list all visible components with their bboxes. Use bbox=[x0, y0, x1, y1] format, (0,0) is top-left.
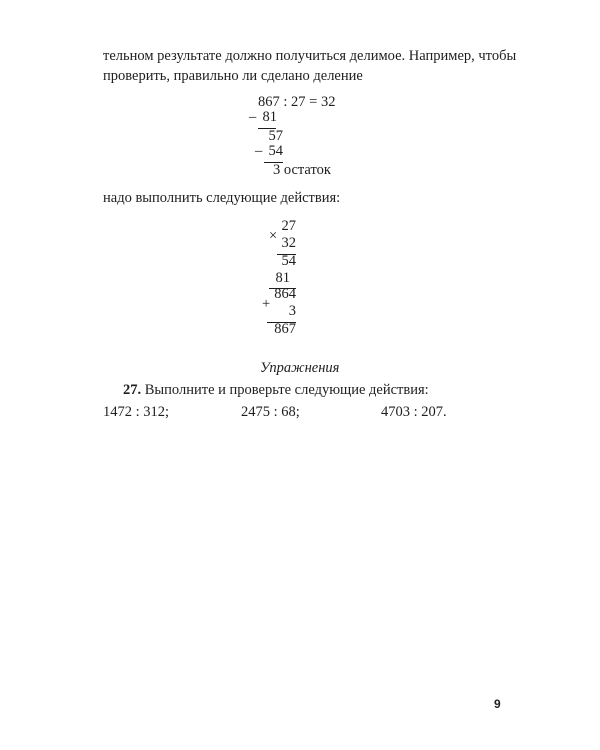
division-remainder-1: 57 bbox=[268, 128, 283, 144]
multiply-sign: × bbox=[269, 228, 278, 244]
exercise-instruction: Выполните и проверьте следующие действия: bbox=[144, 382, 429, 398]
division-remainder-final: 3 остаток bbox=[273, 162, 331, 178]
paragraph-2: надо выполнить следующие действия: bbox=[103, 190, 341, 206]
paragraph-line-2: проверить, правильно ли сделано деление bbox=[103, 68, 363, 84]
exercise-task-1: 1472 : 312; bbox=[103, 404, 170, 420]
mult-factor-2: 32 bbox=[281, 235, 296, 251]
plus-sign: + bbox=[262, 296, 271, 312]
exercise-line bbox=[123, 382, 429, 399]
division-subtrahend-1: 81 bbox=[262, 109, 277, 125]
mult-product: 864 bbox=[274, 286, 296, 302]
division-subtrahend-2: 54 bbox=[268, 143, 283, 159]
mult-partial-1: 54 bbox=[281, 253, 296, 269]
page-number: 9 bbox=[494, 697, 501, 711]
minus-sign: – bbox=[255, 143, 263, 159]
minus-sign: – bbox=[249, 109, 257, 125]
mult-factor-1: 27 bbox=[281, 218, 296, 234]
exercise-task-3: 4703 : 207. bbox=[381, 404, 447, 420]
mult-total: 867 bbox=[274, 321, 296, 337]
division-equation: 867 : 27 = 32 bbox=[258, 94, 336, 110]
exercises-heading: Упражнения bbox=[260, 360, 340, 376]
exercise-number: 27. bbox=[123, 382, 142, 398]
mult-partial-2: 81 bbox=[275, 270, 290, 286]
paragraph-line-1: тельном результате должно получиться делимое. Например, чтобы bbox=[103, 48, 517, 64]
exercise-task-2: 2475 : 68; bbox=[241, 404, 300, 420]
addend-remainder: 3 bbox=[288, 303, 296, 319]
